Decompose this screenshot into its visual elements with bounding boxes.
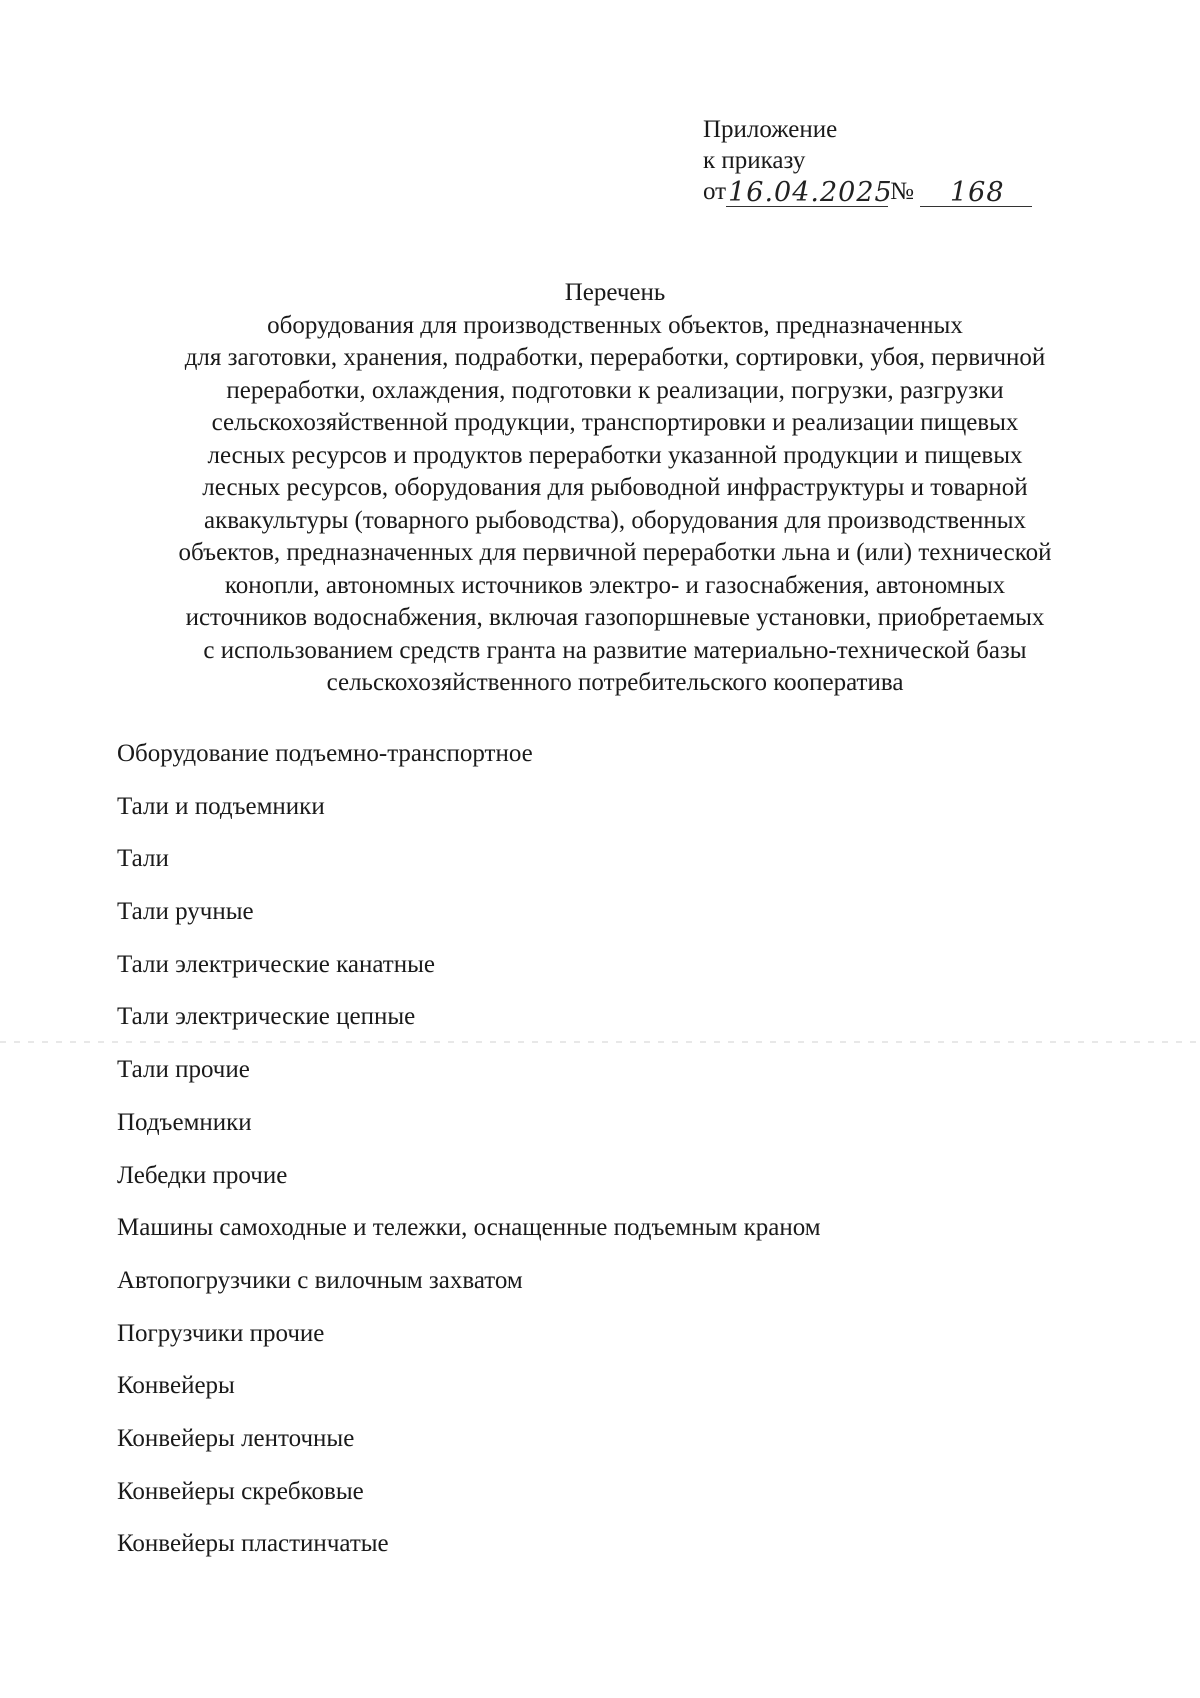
number-label: № [890, 178, 914, 205]
list-item: Оборудование подъемно-транспортное [117, 740, 533, 767]
order-date-number-line [703, 176, 1033, 207]
list-item: Машины самоходные и тележки, оснащенные подъемным краном [117, 1214, 821, 1242]
list-item: Автопогрузчики с вилочным захватом [117, 1266, 523, 1294]
title-line: оборудования для производственных объектов, предназначенных [267, 311, 963, 339]
appendix-label: Приложение [703, 116, 838, 143]
list-item: Погрузчики прочие [117, 1319, 325, 1347]
scan-artifact-line [0, 1041, 1200, 1043]
title-line: лесных ресурсов и продуктов переработки указанной продукции и пищевых [207, 441, 1023, 469]
title-line: сельскохозяйственной продукции, транспортировки и реализации пищевых [211, 409, 1019, 436]
title-line: лесных ресурсов, оборудования для рыбоводной инфраструктуры и товарной [202, 474, 1028, 501]
list-item: Подъемники [117, 1108, 252, 1136]
list-item: Тали ручные [117, 898, 254, 926]
list-item: Тали прочие [117, 1056, 250, 1084]
document-title [110, 277, 1120, 700]
list-item: Тали и подъемники [117, 792, 325, 820]
title-line: аквакультуры (товарного рыбоводства), оборудования для производственных [203, 506, 1027, 534]
list-item: Конвейеры пластинчатые [117, 1530, 389, 1558]
title-line: переработки, охлаждения, подготовки к реализации, погрузки, разгрузки [226, 376, 1004, 404]
list-item: Лебедки прочие [117, 1161, 288, 1189]
title-line: объектов, предназначенных для первичной переработки льна и (или) технической [178, 539, 1052, 566]
equipment-list [117, 739, 1117, 1582]
order-date-handwritten: 16.04.2025 [728, 177, 893, 208]
list-item: Тали электрические канатные [117, 950, 435, 978]
list-item: Конвейеры скребковые [117, 1477, 364, 1505]
title-line: источников водоснабжения, включая газопоршневые установки, приобретаемых [185, 604, 1045, 631]
title-line: для заготовки, хранения, подработки, переработки, сортировки, убоя, первичной [184, 344, 1046, 371]
appendix-header [703, 114, 1033, 207]
order-reference-label: к приказу [703, 147, 806, 174]
list-item: Конвейеры ленточные [117, 1424, 355, 1452]
from-label: от [703, 178, 727, 205]
title-line: с использованием средств гранта на развитие материально-технической базы [203, 636, 1027, 664]
list-item: Конвейеры [117, 1372, 235, 1400]
title-heading: Перечень [564, 279, 666, 306]
order-number-handwritten: 168 [920, 180, 1032, 207]
list-item: Тали электрические цепные [117, 1003, 416, 1031]
list-item: Тали [117, 845, 169, 873]
title-line: конопли, автономных источников электро- и газоснабжения, автономных [224, 571, 1006, 599]
title-line: сельскохозяйственного потребительского кооператива [326, 669, 904, 696]
